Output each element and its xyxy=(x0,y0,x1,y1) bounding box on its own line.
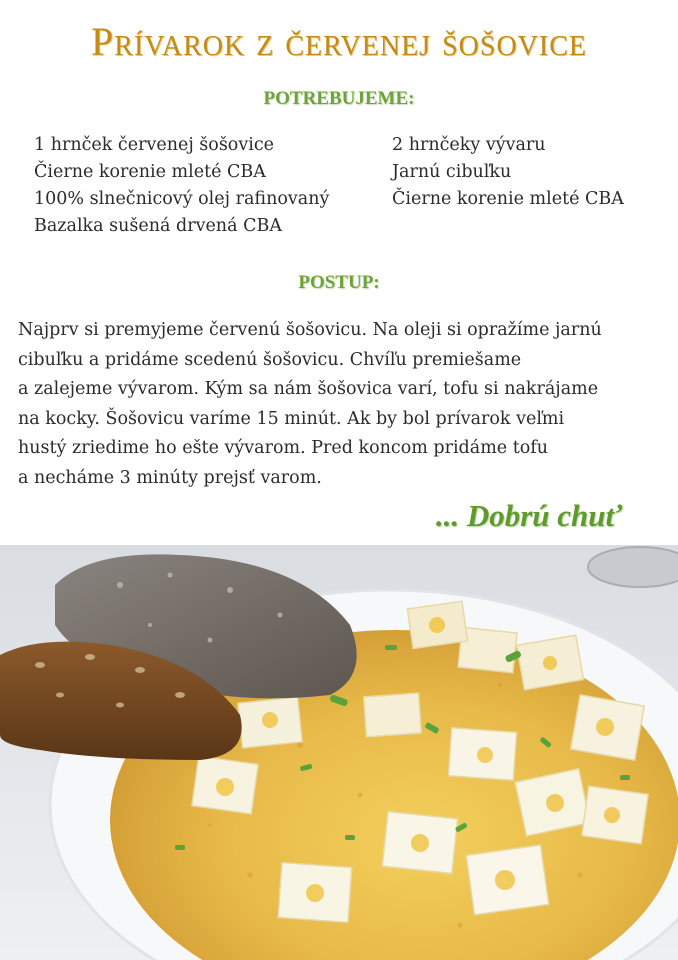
ingredient-item: Čierne korenie mleté CBA xyxy=(392,189,624,209)
procedure-line: Najprv si premyjeme červenú šošovicu. Na oleji si opražíme jarnú xyxy=(18,320,602,340)
procedure-line: a necháme 3 minúty prejsť varom. xyxy=(18,467,322,488)
soup-photo xyxy=(0,545,678,960)
ingredient-item: Bazalka sušená drvená CBA xyxy=(34,216,282,236)
ingredient-item: Jarnú cibuľku xyxy=(392,162,512,182)
procedure-line: na kocky. Šošovicu varíme 15 minút. Ak by bol prívarok veľmi xyxy=(18,408,565,429)
ingredients-left-column xyxy=(34,132,329,240)
recipe-title: Prívarok z červenej šošovice xyxy=(91,19,587,64)
ingredients-heading: POTREBUJEME: xyxy=(263,88,415,109)
closing-greeting: ... Dobrú chuť xyxy=(435,498,622,533)
procedure-line: hustý zriedime ho ešte vývarom. Pred koncom pridáme tofu xyxy=(18,438,549,459)
procedure-line: cibuľku a pridáme scedenú šošovicu. Chvíľu premiešame xyxy=(18,349,522,370)
ingredients-right-column xyxy=(392,132,624,213)
ingredient-item: 100% slnečnicový olej rafinovaný xyxy=(34,189,330,209)
procedure-text xyxy=(18,316,668,494)
ingredient-item: Čierne korenie mleté CBA xyxy=(34,162,266,182)
procedure-line: a zalejeme vývarom. Kým sa nám šošovica varí, tofu si nakrájame xyxy=(18,379,599,400)
ingredient-item: 1 hrnček červenej šošovice xyxy=(34,135,274,155)
ingredient-item: 2 hrnčeky vývaru xyxy=(392,135,546,155)
procedure-heading: POSTUP: xyxy=(298,272,380,293)
spoon xyxy=(588,547,678,587)
